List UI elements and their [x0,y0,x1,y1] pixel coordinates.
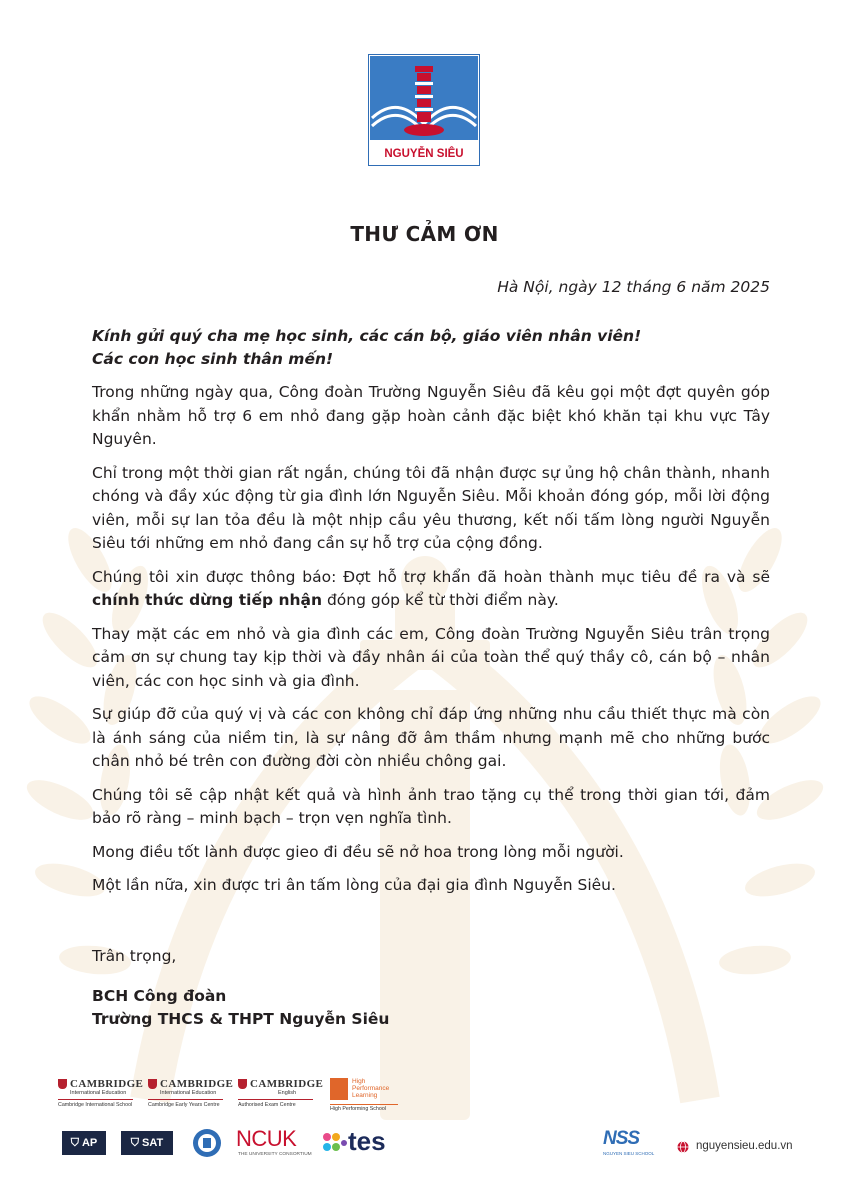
salutation [92,325,641,371]
ap-logo [62,1131,106,1155]
hpl-caption: High Performing School [330,1106,386,1112]
cambridge-international-school-logo [58,1078,143,1114]
website-link[interactable]: nguyensieu.edu.vn [696,1140,793,1152]
tes-dots-icon [322,1132,348,1154]
cambridge-caption: Cambridge Early Years Centre [148,1102,220,1108]
paragraph-6: Chúng tôi sẽ cập nhật kết quả và hình ảnh trao tặng cụ thể trong thời gian tới, đảm bảo rõ ràng – minh bạch – trọn vẹn nghĩa tình. [92,785,770,827]
sat-shield-icon: ⛉ [130,1136,140,1149]
signature-line-1: BCH Công đoàn [92,987,227,1005]
cambridge-name: CAMBRIDGE [250,1078,324,1090]
signature-line-2: Trường THCS & THPT Nguyễn Siêu [92,1010,390,1028]
hpl-line-3: Learning [352,1092,378,1099]
sat-logo [121,1131,173,1155]
university-seal-icon [192,1128,222,1158]
paragraph-1: Trong những ngày qua, Công đoàn Trường Nguyễn Siêu đã kêu gọi một đợt quyên góp khẩn nhằm hỗ trợ 6 em nhỏ đang gặp hoàn cảnh đặc biệt khó khăn tại khu vực Tây Nguyên. [92,383,770,448]
paragraph-3-end: đóng góp kể từ thời điểm này. [322,591,559,609]
cambridge-caption: Cambridge International School [58,1102,133,1108]
globe-icon [677,1141,689,1153]
letter-title: THƯ CẢM ƠN [350,222,499,246]
paragraph-3 [92,566,770,613]
hpl-line-2: Performance [352,1085,390,1092]
cambridge-shield-icon [238,1079,247,1089]
paragraph-5: Sự giúp đỡ của quý vị và các con không chỉ đáp ứng những nhu cầu thiết thực mà còn là ánh sáng của niềm tin, là sự nâng đỡ âm thầm nhưng mạnh mẽ cho những bước chân nhỏ bé trên con đường đời còn nhiều chông gai. [92,705,770,770]
nss-subtitle: NGUYEN SIEU SCHOOL [603,1151,655,1156]
salutation-line-1: Kính gửi quý cha mẹ học sinh, các cán bộ, giáo viên nhân viên! [92,327,642,345]
hpl-icon [330,1078,348,1100]
cambridge-name: CAMBRIDGE [70,1078,144,1090]
nss-logo: NSS [603,1128,640,1149]
salutation-line-2: Các con học sinh thân mến! [92,350,334,368]
cambridge-english-logo [238,1078,323,1114]
ap-text: AP [81,1137,98,1149]
paragraph-2: Chỉ trong một thời gian rất ngắn, chúng tôi đã nhận được sự ủng hộ chân thành, nhanh chóng và đầy xúc động từ gia đình lớn Nguyễn Siêu. Mỗi khoản đóng góp, mỗi lời động viên, mỗi sự lan tỏa đều là một nhịp cầu yêu thương, kết nối tấm lòng người Nguyễn Siêu tới những em nhỏ đang cần sự hỗ trợ của cộng đồng. [92,463,770,552]
letter-date: Hà Nội, ngày 12 tháng 6 năm 2025 [497,278,770,296]
cambridge-name: CAMBRIDGE [160,1078,234,1090]
sat-text: SAT [142,1137,164,1149]
cambridge-shield-icon [58,1079,67,1089]
cambridge-caption: Authorised Exam Centre [238,1102,296,1108]
ncuk-subtitle: THE UNIVERSITY CONSORTIUM [238,1152,312,1157]
signature [92,985,389,1031]
tes-logo: tes [348,1126,386,1156]
letter-body [92,381,770,908]
paragraph-8: Một lần nữa, xin được tri ân tấm lòng của đại gia đình Nguyễn Siêu. [92,876,616,894]
school-logo [368,54,480,166]
hpl-line-1: High [352,1078,366,1085]
ncuk-logo: NCUK [236,1126,297,1151]
paragraph-3-start: Chúng tôi xin được thông báo: Đợt hỗ trợ khẩn đã hoàn thành mục tiêu đề ra và sẽ [92,567,770,586]
closing: Trân trọng, [92,947,177,965]
paragraph-3-emphasis: chính thức dừng tiếp nhận [92,591,323,609]
ap-shield-icon: ⛉ [70,1136,79,1149]
paragraph-7: Mong điều tốt lành được gieo đi đều sẽ nở hoa trong lòng mỗi người. [92,842,624,861]
cambridge-sub: International Education [160,1090,217,1096]
cambridge-early-years-logo [148,1078,233,1114]
cambridge-sub: English [278,1090,297,1096]
cambridge-shield-icon [148,1079,157,1089]
logo-text: NGUYỄN SIÊU [384,148,464,160]
paragraph-4: Thay mặt các em nhỏ và gia đình các em, Công đoàn Trường Nguyễn Siêu trân trọng cảm ơn sự chung tay kịp thời và đầy nhân ái của toàn thể quý thầy cô, cán bộ – nhân viên, các con học sinh và gia đình. [92,624,770,690]
cambridge-sub: International Education [70,1090,127,1096]
hpl-logo [330,1078,400,1114]
